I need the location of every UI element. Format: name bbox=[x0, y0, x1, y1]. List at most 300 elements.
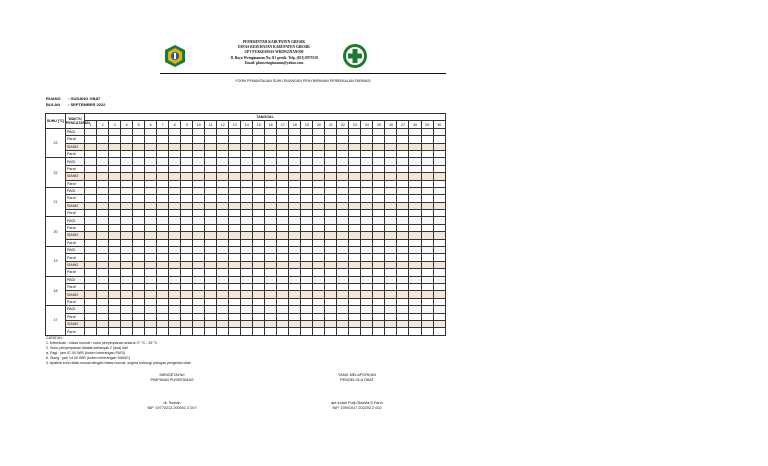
log-entry-cell[interactable] bbox=[397, 217, 409, 224]
log-entry-cell[interactable] bbox=[385, 254, 397, 261]
log-entry-cell[interactable] bbox=[385, 261, 397, 268]
log-entry-cell[interactable] bbox=[133, 239, 145, 246]
log-entry-cell[interactable] bbox=[193, 217, 205, 224]
log-entry-cell[interactable] bbox=[157, 320, 169, 327]
log-entry-cell[interactable] bbox=[121, 291, 133, 298]
log-entry-cell[interactable] bbox=[313, 247, 325, 254]
log-entry-cell[interactable] bbox=[277, 239, 289, 246]
log-entry-cell[interactable] bbox=[409, 158, 421, 165]
log-entry-cell[interactable] bbox=[289, 217, 301, 224]
log-entry-cell[interactable] bbox=[145, 224, 157, 231]
log-entry-cell[interactable] bbox=[373, 173, 385, 180]
log-entry-cell[interactable] bbox=[253, 291, 265, 298]
log-entry-cell[interactable] bbox=[433, 158, 445, 165]
log-entry-cell[interactable] bbox=[193, 158, 205, 165]
log-entry-cell[interactable] bbox=[421, 269, 433, 276]
log-entry-cell[interactable] bbox=[145, 150, 157, 157]
log-entry-cell[interactable] bbox=[349, 224, 361, 231]
log-entry-cell[interactable] bbox=[397, 187, 409, 194]
log-entry-cell[interactable] bbox=[97, 261, 109, 268]
log-entry-cell[interactable] bbox=[433, 187, 445, 194]
log-entry-cell[interactable] bbox=[181, 158, 193, 165]
log-entry-cell[interactable] bbox=[157, 158, 169, 165]
log-entry-cell[interactable] bbox=[181, 298, 193, 305]
log-entry-cell[interactable] bbox=[433, 165, 445, 172]
log-entry-cell[interactable] bbox=[385, 158, 397, 165]
log-entry-cell[interactable] bbox=[409, 202, 421, 209]
log-entry-cell[interactable] bbox=[145, 269, 157, 276]
log-entry-cell[interactable] bbox=[277, 247, 289, 254]
log-entry-cell[interactable] bbox=[409, 180, 421, 187]
log-entry-cell[interactable] bbox=[301, 320, 313, 327]
log-entry-cell[interactable] bbox=[157, 254, 169, 261]
log-entry-cell[interactable] bbox=[133, 276, 145, 283]
log-entry-cell[interactable] bbox=[85, 328, 97, 335]
log-entry-cell[interactable] bbox=[265, 328, 277, 335]
log-entry-cell[interactable] bbox=[145, 187, 157, 194]
log-entry-cell[interactable] bbox=[421, 320, 433, 327]
log-entry-cell[interactable] bbox=[97, 187, 109, 194]
log-entry-cell[interactable] bbox=[241, 247, 253, 254]
log-entry-cell[interactable] bbox=[133, 224, 145, 231]
log-entry-cell[interactable] bbox=[181, 195, 193, 202]
log-entry-cell[interactable] bbox=[265, 202, 277, 209]
log-entry-cell[interactable] bbox=[97, 298, 109, 305]
log-entry-cell[interactable] bbox=[373, 239, 385, 246]
log-entry-cell[interactable] bbox=[349, 165, 361, 172]
log-entry-cell[interactable] bbox=[229, 187, 241, 194]
log-entry-cell[interactable] bbox=[205, 173, 217, 180]
log-entry-cell[interactable] bbox=[217, 128, 229, 135]
log-entry-cell[interactable] bbox=[265, 261, 277, 268]
log-entry-cell[interactable] bbox=[409, 298, 421, 305]
log-entry-cell[interactable] bbox=[85, 269, 97, 276]
log-entry-cell[interactable] bbox=[193, 143, 205, 150]
log-entry-cell[interactable] bbox=[181, 269, 193, 276]
log-entry-cell[interactable] bbox=[169, 247, 181, 254]
log-entry-cell[interactable] bbox=[229, 306, 241, 313]
log-entry-cell[interactable] bbox=[121, 261, 133, 268]
log-entry-cell[interactable] bbox=[229, 247, 241, 254]
log-entry-cell[interactable] bbox=[241, 261, 253, 268]
log-entry-cell[interactable] bbox=[313, 195, 325, 202]
log-entry-cell[interactable] bbox=[421, 210, 433, 217]
log-entry-cell[interactable] bbox=[97, 283, 109, 290]
log-entry-cell[interactable] bbox=[313, 224, 325, 231]
log-entry-cell[interactable] bbox=[253, 217, 265, 224]
log-entry-cell[interactable] bbox=[157, 291, 169, 298]
log-entry-cell[interactable] bbox=[181, 261, 193, 268]
log-entry-cell[interactable] bbox=[241, 195, 253, 202]
log-entry-cell[interactable] bbox=[325, 276, 337, 283]
log-entry-cell[interactable] bbox=[109, 173, 121, 180]
log-entry-cell[interactable] bbox=[157, 195, 169, 202]
log-entry-cell[interactable] bbox=[337, 187, 349, 194]
log-entry-cell[interactable] bbox=[265, 224, 277, 231]
log-entry-cell[interactable] bbox=[409, 165, 421, 172]
log-entry-cell[interactable] bbox=[325, 232, 337, 239]
log-entry-cell[interactable] bbox=[121, 136, 133, 143]
log-entry-cell[interactable] bbox=[85, 276, 97, 283]
log-entry-cell[interactable] bbox=[337, 254, 349, 261]
log-entry-cell[interactable] bbox=[85, 165, 97, 172]
log-entry-cell[interactable] bbox=[169, 202, 181, 209]
log-entry-cell[interactable] bbox=[277, 283, 289, 290]
log-entry-cell[interactable] bbox=[373, 276, 385, 283]
log-entry-cell[interactable] bbox=[277, 291, 289, 298]
log-entry-cell[interactable] bbox=[349, 210, 361, 217]
log-entry-cell[interactable] bbox=[193, 291, 205, 298]
log-entry-cell[interactable] bbox=[373, 328, 385, 335]
log-entry-cell[interactable] bbox=[409, 173, 421, 180]
log-entry-cell[interactable] bbox=[325, 254, 337, 261]
log-entry-cell[interactable] bbox=[433, 150, 445, 157]
log-entry-cell[interactable] bbox=[337, 313, 349, 320]
log-entry-cell[interactable] bbox=[157, 128, 169, 135]
log-entry-cell[interactable] bbox=[133, 158, 145, 165]
log-entry-cell[interactable] bbox=[205, 217, 217, 224]
log-entry-cell[interactable] bbox=[157, 173, 169, 180]
log-entry-cell[interactable] bbox=[109, 128, 121, 135]
log-entry-cell[interactable] bbox=[361, 224, 373, 231]
log-entry-cell[interactable] bbox=[313, 306, 325, 313]
log-entry-cell[interactable] bbox=[205, 276, 217, 283]
log-entry-cell[interactable] bbox=[397, 254, 409, 261]
log-entry-cell[interactable] bbox=[145, 247, 157, 254]
log-entry-cell[interactable] bbox=[253, 247, 265, 254]
log-entry-cell[interactable] bbox=[373, 195, 385, 202]
log-entry-cell[interactable] bbox=[121, 217, 133, 224]
log-entry-cell[interactable] bbox=[241, 328, 253, 335]
log-entry-cell[interactable] bbox=[133, 247, 145, 254]
log-entry-cell[interactable] bbox=[397, 320, 409, 327]
log-entry-cell[interactable] bbox=[433, 210, 445, 217]
log-entry-cell[interactable] bbox=[325, 306, 337, 313]
log-entry-cell[interactable] bbox=[289, 313, 301, 320]
log-entry-cell[interactable] bbox=[301, 261, 313, 268]
log-entry-cell[interactable] bbox=[241, 313, 253, 320]
log-entry-cell[interactable] bbox=[121, 158, 133, 165]
log-entry-cell[interactable] bbox=[253, 165, 265, 172]
log-entry-cell[interactable] bbox=[277, 158, 289, 165]
log-entry-cell[interactable] bbox=[241, 239, 253, 246]
log-entry-cell[interactable] bbox=[97, 247, 109, 254]
log-entry-cell[interactable] bbox=[301, 328, 313, 335]
log-entry-cell[interactable] bbox=[133, 320, 145, 327]
log-entry-cell[interactable] bbox=[361, 239, 373, 246]
log-entry-cell[interactable] bbox=[253, 173, 265, 180]
log-entry-cell[interactable] bbox=[337, 158, 349, 165]
log-entry-cell[interactable] bbox=[97, 254, 109, 261]
log-entry-cell[interactable] bbox=[217, 320, 229, 327]
log-entry-cell[interactable] bbox=[217, 247, 229, 254]
log-entry-cell[interactable] bbox=[289, 247, 301, 254]
log-entry-cell[interactable] bbox=[313, 202, 325, 209]
log-entry-cell[interactable] bbox=[97, 210, 109, 217]
log-entry-cell[interactable] bbox=[325, 143, 337, 150]
log-entry-cell[interactable] bbox=[289, 298, 301, 305]
log-entry-cell[interactable] bbox=[289, 239, 301, 246]
log-entry-cell[interactable] bbox=[361, 180, 373, 187]
log-entry-cell[interactable] bbox=[433, 173, 445, 180]
log-entry-cell[interactable] bbox=[169, 313, 181, 320]
log-entry-cell[interactable] bbox=[97, 173, 109, 180]
log-entry-cell[interactable] bbox=[349, 173, 361, 180]
log-entry-cell[interactable] bbox=[193, 187, 205, 194]
log-entry-cell[interactable] bbox=[109, 313, 121, 320]
log-entry-cell[interactable] bbox=[133, 165, 145, 172]
log-entry-cell[interactable] bbox=[85, 247, 97, 254]
log-entry-cell[interactable] bbox=[337, 298, 349, 305]
log-entry-cell[interactable] bbox=[301, 165, 313, 172]
log-entry-cell[interactable] bbox=[433, 283, 445, 290]
log-entry-cell[interactable] bbox=[265, 158, 277, 165]
log-entry-cell[interactable] bbox=[349, 269, 361, 276]
log-entry-cell[interactable] bbox=[337, 247, 349, 254]
log-entry-cell[interactable] bbox=[121, 210, 133, 217]
log-entry-cell[interactable] bbox=[157, 239, 169, 246]
log-entry-cell[interactable] bbox=[289, 306, 301, 313]
log-entry-cell[interactable] bbox=[277, 224, 289, 231]
log-entry-cell[interactable] bbox=[349, 158, 361, 165]
log-entry-cell[interactable] bbox=[277, 232, 289, 239]
log-entry-cell[interactable] bbox=[97, 150, 109, 157]
log-entry-cell[interactable] bbox=[253, 298, 265, 305]
log-entry-cell[interactable] bbox=[337, 239, 349, 246]
log-entry-cell[interactable] bbox=[241, 210, 253, 217]
log-entry-cell[interactable] bbox=[169, 254, 181, 261]
log-entry-cell[interactable] bbox=[337, 306, 349, 313]
log-entry-cell[interactable] bbox=[229, 224, 241, 231]
log-entry-cell[interactable] bbox=[241, 254, 253, 261]
log-entry-cell[interactable] bbox=[169, 150, 181, 157]
log-entry-cell[interactable] bbox=[97, 158, 109, 165]
log-entry-cell[interactable] bbox=[85, 232, 97, 239]
log-entry-cell[interactable] bbox=[121, 224, 133, 231]
log-entry-cell[interactable] bbox=[409, 217, 421, 224]
log-entry-cell[interactable] bbox=[121, 195, 133, 202]
log-entry-cell[interactable] bbox=[373, 269, 385, 276]
log-entry-cell[interactable] bbox=[121, 180, 133, 187]
log-entry-cell[interactable] bbox=[193, 269, 205, 276]
log-entry-cell[interactable] bbox=[205, 143, 217, 150]
log-entry-cell[interactable] bbox=[433, 298, 445, 305]
log-entry-cell[interactable] bbox=[313, 276, 325, 283]
log-entry-cell[interactable] bbox=[205, 261, 217, 268]
log-entry-cell[interactable] bbox=[169, 239, 181, 246]
log-entry-cell[interactable] bbox=[373, 128, 385, 135]
log-entry-cell[interactable] bbox=[385, 128, 397, 135]
log-entry-cell[interactable] bbox=[349, 320, 361, 327]
log-entry-cell[interactable] bbox=[385, 232, 397, 239]
log-entry-cell[interactable] bbox=[337, 217, 349, 224]
log-entry-cell[interactable] bbox=[97, 180, 109, 187]
log-entry-cell[interactable] bbox=[181, 247, 193, 254]
log-entry-cell[interactable] bbox=[421, 291, 433, 298]
log-entry-cell[interactable] bbox=[289, 269, 301, 276]
log-entry-cell[interactable] bbox=[325, 217, 337, 224]
log-entry-cell[interactable] bbox=[109, 210, 121, 217]
log-entry-cell[interactable] bbox=[145, 239, 157, 246]
log-entry-cell[interactable] bbox=[289, 136, 301, 143]
log-entry-cell[interactable] bbox=[169, 136, 181, 143]
log-entry-cell[interactable] bbox=[85, 283, 97, 290]
log-entry-cell[interactable] bbox=[313, 283, 325, 290]
log-entry-cell[interactable] bbox=[289, 165, 301, 172]
log-entry-cell[interactable] bbox=[301, 150, 313, 157]
log-entry-cell[interactable] bbox=[85, 210, 97, 217]
log-entry-cell[interactable] bbox=[289, 254, 301, 261]
log-entry-cell[interactable] bbox=[325, 187, 337, 194]
log-entry-cell[interactable] bbox=[145, 165, 157, 172]
log-entry-cell[interactable] bbox=[133, 173, 145, 180]
log-entry-cell[interactable] bbox=[133, 298, 145, 305]
log-entry-cell[interactable] bbox=[205, 150, 217, 157]
log-entry-cell[interactable] bbox=[325, 291, 337, 298]
log-entry-cell[interactable] bbox=[325, 320, 337, 327]
log-entry-cell[interactable] bbox=[325, 247, 337, 254]
log-entry-cell[interactable] bbox=[337, 128, 349, 135]
log-entry-cell[interactable] bbox=[205, 224, 217, 231]
log-entry-cell[interactable] bbox=[241, 128, 253, 135]
log-entry-cell[interactable] bbox=[325, 328, 337, 335]
log-entry-cell[interactable] bbox=[409, 306, 421, 313]
log-entry-cell[interactable] bbox=[181, 210, 193, 217]
log-entry-cell[interactable] bbox=[289, 187, 301, 194]
log-entry-cell[interactable] bbox=[169, 298, 181, 305]
log-entry-cell[interactable] bbox=[157, 180, 169, 187]
log-entry-cell[interactable] bbox=[361, 291, 373, 298]
log-entry-cell[interactable] bbox=[349, 232, 361, 239]
log-entry-cell[interactable] bbox=[133, 283, 145, 290]
log-entry-cell[interactable] bbox=[169, 306, 181, 313]
log-entry-cell[interactable] bbox=[193, 298, 205, 305]
log-entry-cell[interactable] bbox=[265, 217, 277, 224]
log-entry-cell[interactable] bbox=[133, 210, 145, 217]
log-entry-cell[interactable] bbox=[397, 306, 409, 313]
log-entry-cell[interactable] bbox=[397, 291, 409, 298]
log-entry-cell[interactable] bbox=[301, 291, 313, 298]
log-entry-cell[interactable] bbox=[121, 128, 133, 135]
log-entry-cell[interactable] bbox=[289, 202, 301, 209]
log-entry-cell[interactable] bbox=[145, 298, 157, 305]
log-entry-cell[interactable] bbox=[241, 202, 253, 209]
log-entry-cell[interactable] bbox=[265, 173, 277, 180]
log-entry-cell[interactable] bbox=[109, 224, 121, 231]
log-entry-cell[interactable] bbox=[193, 128, 205, 135]
log-entry-cell[interactable] bbox=[349, 136, 361, 143]
log-entry-cell[interactable] bbox=[385, 150, 397, 157]
log-entry-cell[interactable] bbox=[97, 195, 109, 202]
log-entry-cell[interactable] bbox=[265, 143, 277, 150]
log-entry-cell[interactable] bbox=[109, 298, 121, 305]
log-entry-cell[interactable] bbox=[409, 128, 421, 135]
log-entry-cell[interactable] bbox=[301, 224, 313, 231]
log-entry-cell[interactable] bbox=[169, 320, 181, 327]
log-entry-cell[interactable] bbox=[181, 143, 193, 150]
log-entry-cell[interactable] bbox=[229, 320, 241, 327]
log-entry-cell[interactable] bbox=[337, 136, 349, 143]
log-entry-cell[interactable] bbox=[433, 180, 445, 187]
log-entry-cell[interactable] bbox=[205, 187, 217, 194]
log-entry-cell[interactable] bbox=[169, 276, 181, 283]
log-entry-cell[interactable] bbox=[301, 210, 313, 217]
log-entry-cell[interactable] bbox=[373, 320, 385, 327]
log-entry-cell[interactable] bbox=[133, 136, 145, 143]
log-entry-cell[interactable] bbox=[397, 128, 409, 135]
log-entry-cell[interactable] bbox=[109, 261, 121, 268]
log-entry-cell[interactable] bbox=[109, 202, 121, 209]
log-entry-cell[interactable] bbox=[241, 136, 253, 143]
log-entry-cell[interactable] bbox=[385, 313, 397, 320]
log-entry-cell[interactable] bbox=[433, 276, 445, 283]
log-entry-cell[interactable] bbox=[397, 224, 409, 231]
log-entry-cell[interactable] bbox=[373, 283, 385, 290]
log-entry-cell[interactable] bbox=[385, 224, 397, 231]
log-entry-cell[interactable] bbox=[421, 187, 433, 194]
log-entry-cell[interactable] bbox=[97, 328, 109, 335]
log-entry-cell[interactable] bbox=[85, 136, 97, 143]
log-entry-cell[interactable] bbox=[301, 195, 313, 202]
log-entry-cell[interactable] bbox=[145, 128, 157, 135]
log-entry-cell[interactable] bbox=[145, 313, 157, 320]
log-entry-cell[interactable] bbox=[109, 158, 121, 165]
log-entry-cell[interactable] bbox=[133, 187, 145, 194]
log-entry-cell[interactable] bbox=[385, 276, 397, 283]
log-entry-cell[interactable] bbox=[421, 298, 433, 305]
log-entry-cell[interactable] bbox=[397, 269, 409, 276]
log-entry-cell[interactable] bbox=[277, 136, 289, 143]
log-entry-cell[interactable] bbox=[109, 217, 121, 224]
log-entry-cell[interactable] bbox=[205, 180, 217, 187]
log-entry-cell[interactable] bbox=[277, 261, 289, 268]
log-entry-cell[interactable] bbox=[121, 320, 133, 327]
log-entry-cell[interactable] bbox=[325, 210, 337, 217]
log-entry-cell[interactable] bbox=[409, 320, 421, 327]
log-entry-cell[interactable] bbox=[85, 195, 97, 202]
log-entry-cell[interactable] bbox=[289, 128, 301, 135]
log-entry-cell[interactable] bbox=[277, 276, 289, 283]
log-entry-cell[interactable] bbox=[169, 143, 181, 150]
log-entry-cell[interactable] bbox=[121, 232, 133, 239]
log-entry-cell[interactable] bbox=[337, 232, 349, 239]
log-entry-cell[interactable] bbox=[145, 320, 157, 327]
log-entry-cell[interactable] bbox=[373, 136, 385, 143]
log-entry-cell[interactable] bbox=[217, 254, 229, 261]
log-entry-cell[interactable] bbox=[229, 261, 241, 268]
log-entry-cell[interactable] bbox=[217, 313, 229, 320]
log-entry-cell[interactable] bbox=[313, 269, 325, 276]
log-entry-cell[interactable] bbox=[301, 313, 313, 320]
log-entry-cell[interactable] bbox=[157, 328, 169, 335]
log-entry-cell[interactable] bbox=[265, 276, 277, 283]
log-entry-cell[interactable] bbox=[133, 217, 145, 224]
log-entry-cell[interactable] bbox=[109, 136, 121, 143]
log-entry-cell[interactable] bbox=[205, 210, 217, 217]
log-entry-cell[interactable] bbox=[157, 283, 169, 290]
log-entry-cell[interactable] bbox=[349, 217, 361, 224]
log-entry-cell[interactable] bbox=[349, 298, 361, 305]
log-entry-cell[interactable] bbox=[97, 291, 109, 298]
log-entry-cell[interactable] bbox=[337, 180, 349, 187]
log-entry-cell[interactable] bbox=[397, 158, 409, 165]
log-entry-cell[interactable] bbox=[349, 143, 361, 150]
log-entry-cell[interactable] bbox=[385, 239, 397, 246]
log-entry-cell[interactable] bbox=[409, 150, 421, 157]
log-entry-cell[interactable] bbox=[421, 239, 433, 246]
log-entry-cell[interactable] bbox=[277, 202, 289, 209]
log-entry-cell[interactable] bbox=[265, 306, 277, 313]
